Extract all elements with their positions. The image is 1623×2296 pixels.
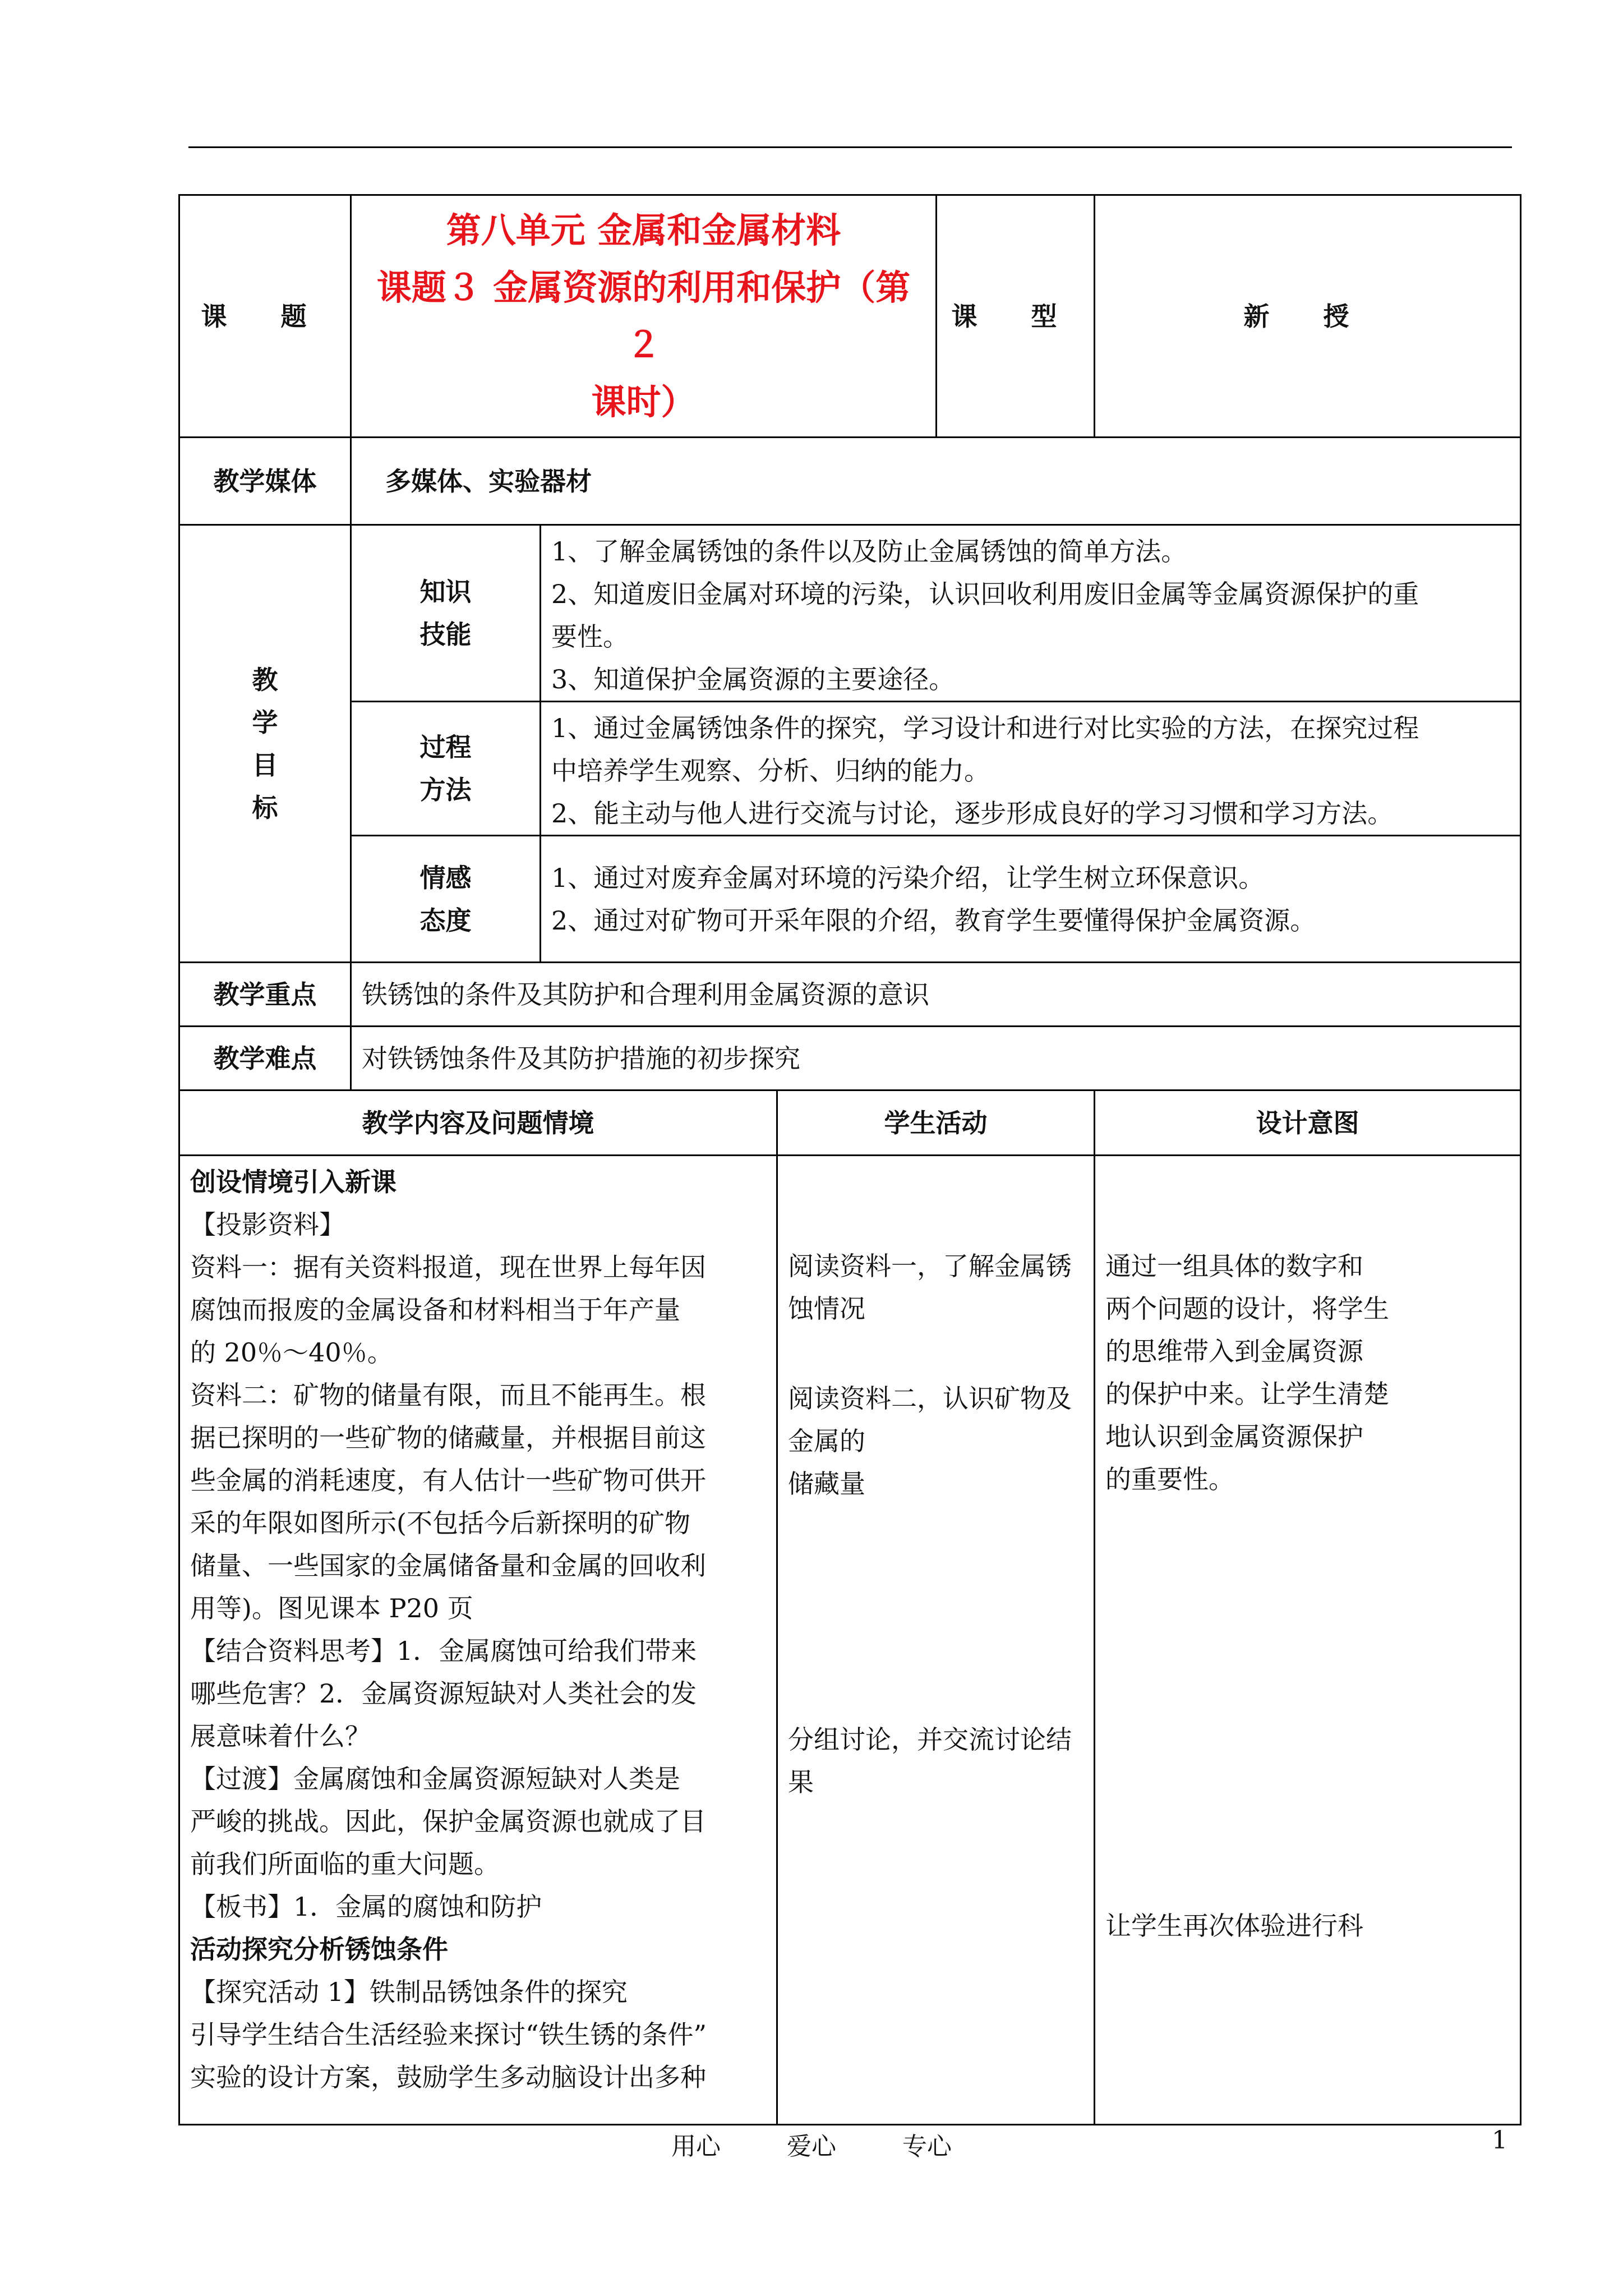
emotion-label: 情感 态度 [351,836,541,963]
page-footer [0,2126,1623,2162]
section-heading-2: 活动探究分析锈蚀条件 [190,1934,448,1964]
type-label: 课 型 [937,195,1095,438]
goals-label: 教 学 目 标 [179,525,351,963]
difficulty-label: 教学难点 [179,1027,351,1091]
knowledge-label: 知识 技能 [351,525,541,702]
goal-emotion-row [179,836,1521,963]
column-intent-header: 设计意图 [1095,1091,1521,1156]
media-value: 多媒体、实验器材 [351,438,1521,525]
lesson-title [351,195,937,438]
content-cell: 创设情境引入新课 【投影资料】 资料一：据有关资料报道，现在世界上每年因 腐蚀而报废的金属设备和材料相当于年产量 的 20％～40％。 资料二：矿物的储量有限，而且不能再生。根 据已探明的一些矿物的储藏量，并根据目前这 些金属的消耗速度，有人估计一些矿物可供开 采的年限如图所示(不包括今后新探明的矿物 储量、一些国家的金属储备量和金属的回收利 用等)。图见课本 P20 页 【结合资料思考】1．金属腐蚀可给我们带来 哪些危害？2．金属资源短缺对人类社会的发 展意味着什么？ 【过渡】金属腐蚀和金属资源短缺对人类是 严峻的挑战。因此，保护金属资源也就成了目 前我们所面临的重大问题。 【板书】1．金属的腐蚀和防护 活动探究分析锈蚀条件 【探究活动 1】铁制品锈蚀条件的探究 引导学生结合生活经验来探讨“铁生锈的条件” 实验的设计方案，鼓励学生多动脑设计出多种 [179,1156,777,2125]
design-intent-cell: 通过一组具体的数字和 两个问题的设计，将学生 的思维带入到金属资源 的保护中来。让学生清楚 地认识到金属资源保护 的重要性。 让学生再次体验进行科 [1095,1156,1521,2125]
main-content-row [179,1156,1521,2125]
footer-item: 专心 [902,2132,952,2161]
lesson-plan-table [178,194,1521,2125]
media-label: 教学媒体 [179,438,351,525]
section-heading: 创设情境引入新课 [190,1167,396,1197]
difficulty-row [179,1027,1521,1091]
goal-process-row [179,702,1521,836]
key-point-label: 教学重点 [179,963,351,1027]
student-activity-cell: 阅读资料一，了解金属锈蚀情况 阅读资料二，认识矿物及金属的 储藏量 分组讨论，并交流讨论结果 [777,1156,1095,2125]
header-rule [188,146,1512,148]
columns-header-row [179,1091,1521,1156]
topic-row [179,195,1521,438]
column-activity-header: 学生活动 [777,1091,1095,1156]
lesson-title-line3: 课时） [591,381,696,422]
footer-item: 爱心 [787,2132,836,2161]
process-label: 过程 方法 [351,702,541,836]
key-point-row [179,963,1521,1027]
knowledge-content: 1、了解金属锈蚀的条件以及防止金属锈蚀的简单方法。 2、知道废旧金属对环境的污染，认识回收利用废旧金属等金属资源保护的重 要性。 3、知道保护金属资源的主要途径。 [541,525,1521,702]
difficulty-value: 对铁锈蚀条件及其防护措施的初步探究 [351,1027,1521,1091]
footer-item: 用心 [671,2132,721,2161]
emotion-content: 1、通过对废弃金属对环境的污染介绍，让学生树立环保意识。 2、通过对矿物可开采年限的介绍，教育学生要懂得保护金属资源。 [541,836,1521,963]
column-content-header: 教学内容及问题情境 [179,1091,777,1156]
topic-label: 课 题 [179,195,351,438]
page-number: 1 [1492,2126,1507,2155]
type-value: 新 授 [1095,195,1521,438]
lesson-title-line2: 课题３ 金属资源的利用和保护（第２ [376,266,911,365]
key-point-value: 铁锈蚀的条件及其防护和合理利用金属资源的意识 [351,963,1521,1027]
media-row [179,438,1521,525]
process-content: 1、通过金属锈蚀条件的探究，学习设计和进行对比实验的方法，在探究过程 中培养学生观察、分析、归纳的能力。 2、能主动与他人进行交流与讨论，逐步形成良好的学习习惯和学习方法。 [541,702,1521,836]
goal-knowledge-row [179,525,1521,702]
unit-title: 第八单元 金属和金属材料 [446,209,841,251]
